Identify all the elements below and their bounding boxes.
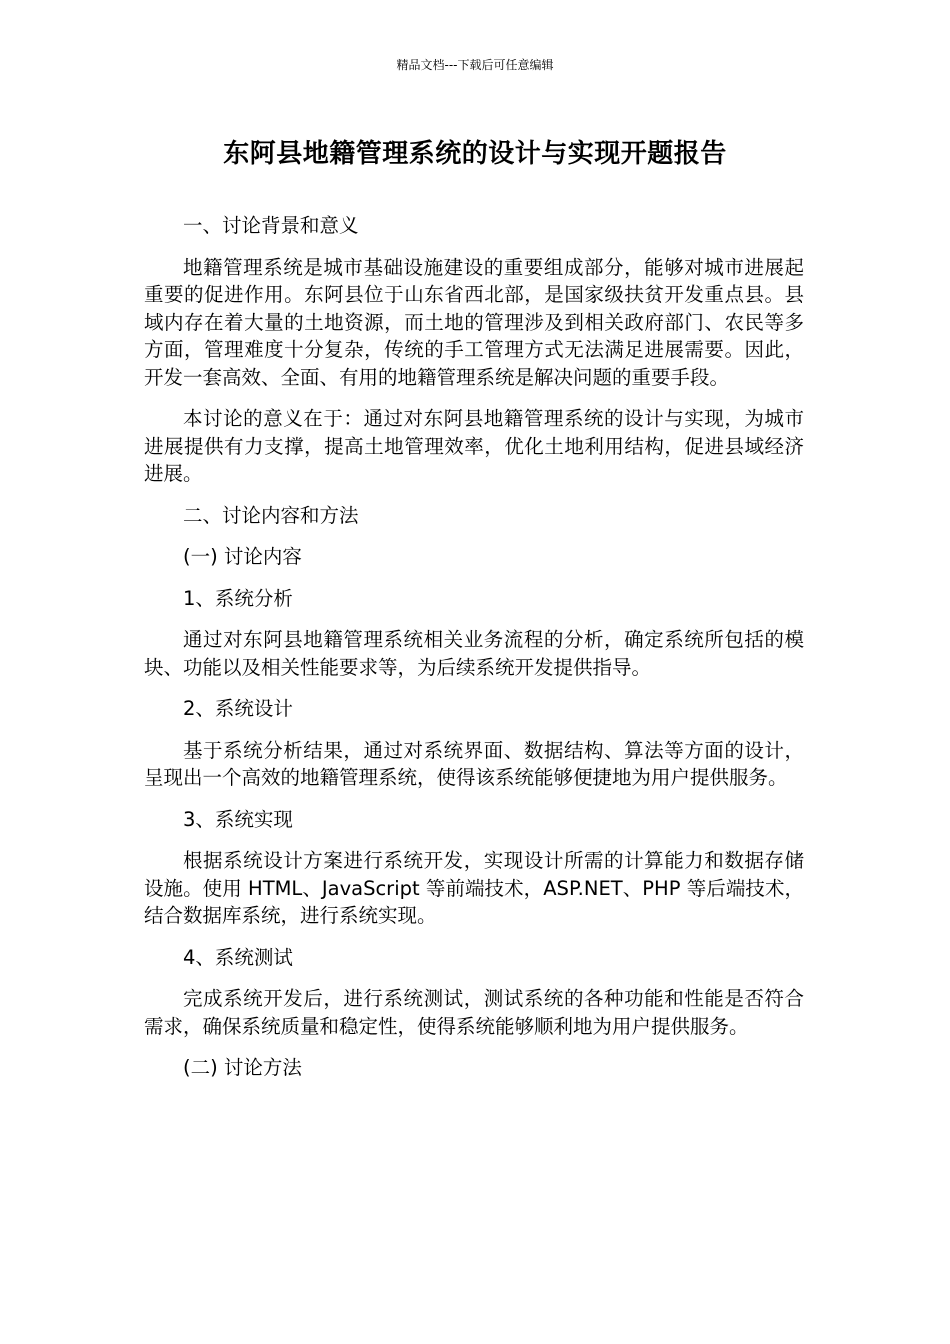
- item-heading: 2、系统设计: [183, 697, 293, 720]
- item-heading: 3、系统实现: [183, 807, 293, 831]
- subsection-heading: (二) 讨论方法: [183, 1056, 302, 1079]
- body-paragraph: 通过对东阿县地籍管理系统相关业务流程的分析，确定系统所包括的模块、功能以及相关性能要求等，为后续系统开发提供指导。: [144, 628, 804, 679]
- document-title: 东阿县地籍管理系统的设计与实现开题报告: [223, 139, 727, 169]
- item-heading: 4、系统测试: [183, 945, 293, 969]
- document-body: [144, 212, 804, 1096]
- body-paragraph: 完成系统开发后，进行系统测试，测试系统的各种功能和性能是否符合需求，确保系统质量和稳定性，使得系统能够顺利地为用户提供服务。: [144, 987, 804, 1038]
- section-heading: 二、讨论内容和方法: [183, 503, 359, 527]
- section-heading: 一、讨论背景和意义: [183, 214, 359, 237]
- item-heading: 1、系统分析: [183, 586, 293, 610]
- body-paragraph: 本讨论的意义在于：通过对东阿县地籍管理系统的设计与实现，为城市进展提供有力支撑，提高土地管理效率，优化土地利用结构，促进县域经济进展。: [144, 407, 804, 485]
- page-header: 精品文档---下载后可任意编辑: [396, 58, 554, 72]
- body-paragraph: 根据系统设计方案进行系统开发，实现设计所需的计算能力和数据存储设施。使用 HTML、JavaScript 等前端技术，ASP.NET、PHP 等后端技术，结合数据库系统，进行系统实现。: [144, 849, 804, 927]
- subsection-heading: (一) 讨论内容: [183, 545, 302, 568]
- body-paragraph: 基于系统分析结果，通过对系统界面、数据结构、算法等方面的设计，呈现出一个高效的地籍管理系统，使得该系统能够便捷地为用户提供服务。: [144, 738, 804, 789]
- body-paragraph: 地籍管理系统是城市基础设施建设的重要组成部分，能够对城市进展起重要的促进作用。东阿县位于山东省西北部，是国家级扶贫开发重点县。县域内存在着大量的土地资源，而土地的管理涉及到相关政府部门、农民等多方面，管理难度十分复杂，传统的手工管理方式无法满足进展需要。因此，开发一套高效、全面、有用的地籍管理系统是解决问题的重要手段。: [144, 255, 804, 389]
